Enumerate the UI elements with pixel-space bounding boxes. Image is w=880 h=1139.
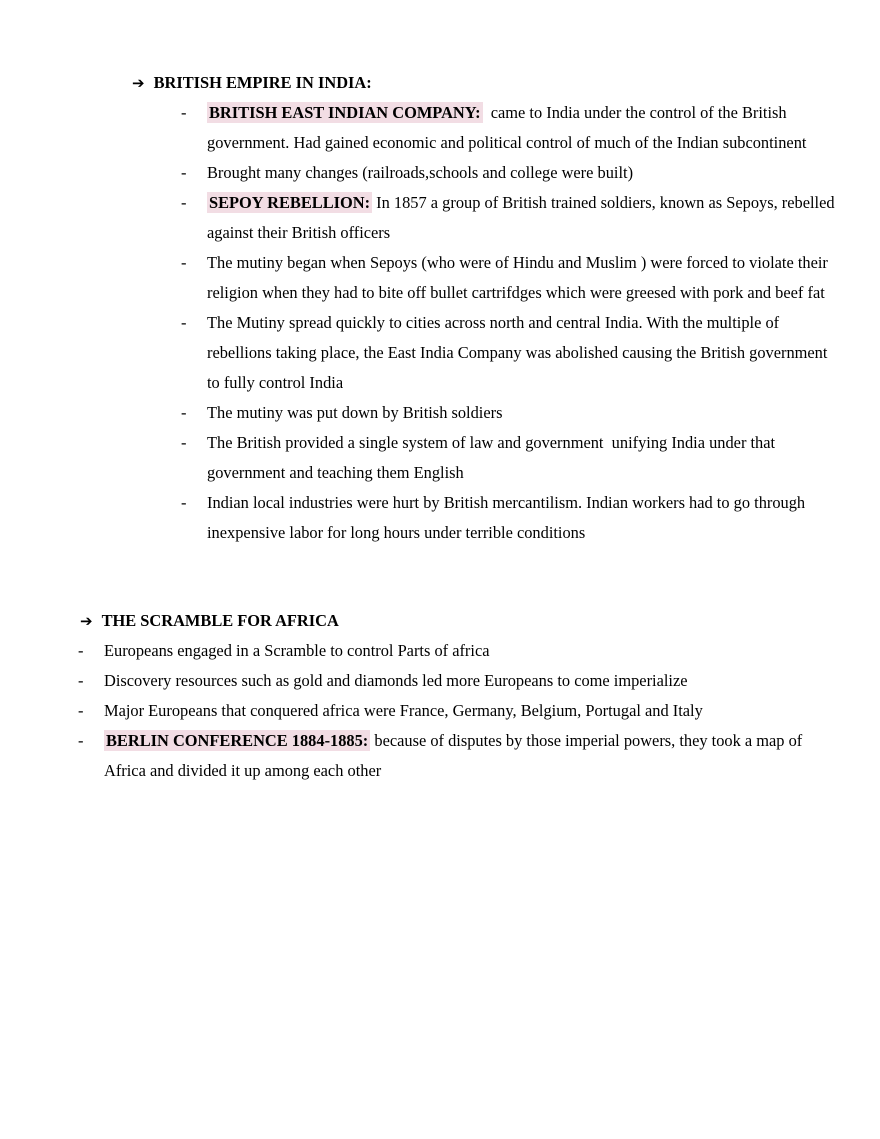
list-item (78, 666, 839, 696)
list-item (181, 428, 837, 488)
dash-bullet: - (78, 731, 84, 750)
dash-bullet: - (181, 193, 187, 212)
list-item (78, 726, 839, 786)
list-item (181, 188, 837, 248)
list-item-text: Brought many changes (railroads,schools and college were built) (207, 163, 634, 182)
list-item-text: In 1857 a group of British trained soldiers, known as Sepoys, rebelled against their British officers (207, 193, 835, 242)
list-item (181, 98, 837, 158)
list-item-text: because of disputes by those imperial powers, they took a map of Africa and divided it up among each other (104, 731, 803, 780)
highlighted-term: BRITISH EAST INDIAN COMPANY: (209, 103, 481, 122)
list-item-text: The mutiny was put down by British soldiers (207, 403, 503, 422)
list-item (78, 696, 839, 726)
dash-bullet: - (78, 701, 84, 720)
list-item-text: Discovery resources such as gold and diamonds led more Europeans to come imperialize (104, 671, 688, 690)
dash-bullet: - (181, 403, 187, 422)
dash-bullet: - (181, 103, 187, 122)
dash-bullet: - (181, 433, 187, 452)
list-item-text: came to India under the control of the British government. Had gained economic and political control of much of the Indian subcontinent (207, 103, 807, 152)
list-item (181, 398, 837, 428)
list-item-text: Indian local industries were hurt by British mercantilism. Indian workers had to go through inexpensive labor for long hours under terrible conditions (207, 493, 806, 542)
section-title: THE SCRAMBLE FOR AFRICA (101, 611, 339, 630)
highlighted-term: BERLIN CONFERENCE 1884-1885: (106, 731, 369, 750)
list-item (181, 488, 837, 548)
section-heading-scramble-for-africa (80, 606, 339, 636)
list-item-text: The British provided a single system of law and government unifying India under that government and teaching them English (207, 433, 780, 482)
list-item (78, 636, 839, 666)
arrow-bullet-icon: ➔ (80, 612, 93, 630)
section-title: BRITISH EMPIRE IN INDIA: (153, 73, 372, 92)
list-item (181, 158, 837, 188)
dash-bullet: - (78, 671, 84, 690)
list-item-text: Major Europeans that conquered africa were France, Germany, Belgium, Portugal and Italy (104, 701, 703, 720)
india-bullet-list (181, 98, 837, 548)
arrow-bullet-icon: ➔ (132, 74, 145, 92)
list-item (181, 308, 837, 398)
list-item-text: Europeans engaged in a Scramble to control Parts of africa (104, 641, 490, 660)
list-item-text: The mutiny began when Sepoys (who were of Hindu and Muslim ) were forced to violate their religion when they had to bite off bullet cartrifdges which were greesed with pork and beef fat (207, 253, 828, 302)
dash-bullet: - (181, 163, 187, 182)
section-heading-british-empire-in-india (132, 68, 372, 98)
africa-bullet-list (78, 636, 839, 786)
dash-bullet: - (181, 493, 187, 512)
list-item-text: The Mutiny spread quickly to cities across north and central India. With the multiple of rebellions taking place, the East India Company was abolished causing the British government to fully control India (207, 313, 828, 392)
list-item (181, 248, 837, 308)
dash-bullet: - (78, 641, 84, 660)
dash-bullet: - (181, 253, 187, 272)
dash-bullet: - (181, 313, 187, 332)
highlighted-term: SEPOY REBELLION: (209, 193, 371, 212)
